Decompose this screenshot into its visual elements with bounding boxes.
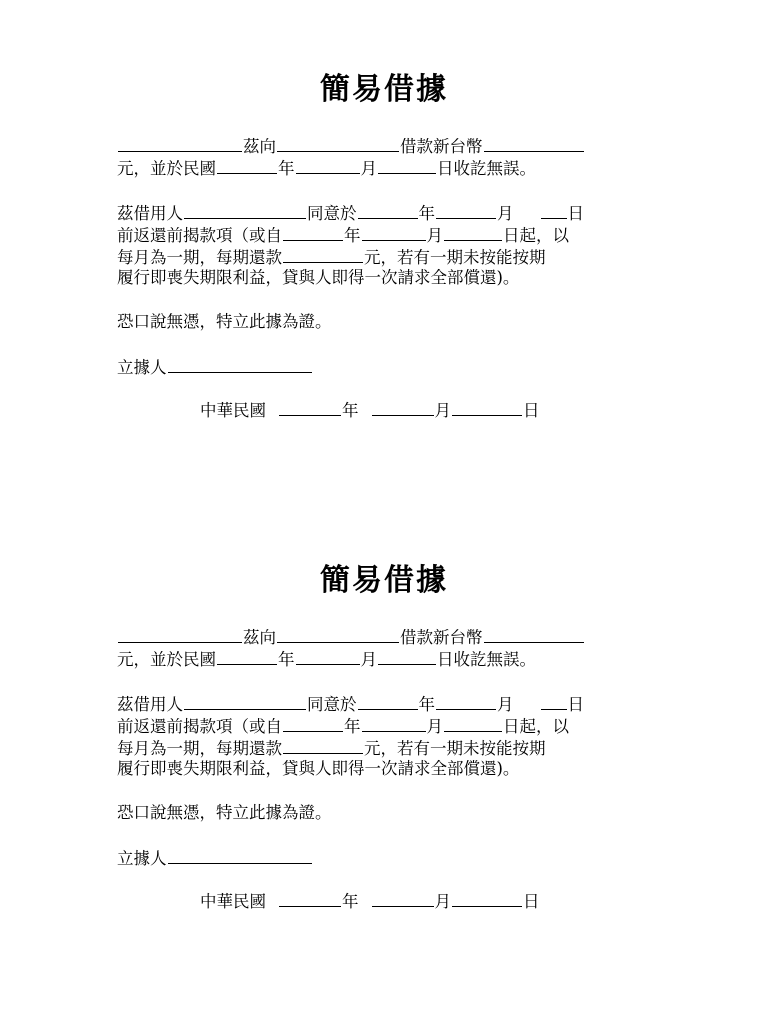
received-month-blank[interactable] xyxy=(296,156,360,174)
installment-month-blank[interactable] xyxy=(362,714,426,732)
text-nian: 年 xyxy=(342,401,359,420)
amount-blank[interactable] xyxy=(484,134,584,152)
text-zhonghua: 中華民國 xyxy=(200,401,266,420)
text-nian: 年 xyxy=(278,159,295,178)
text-jieyongren: 茲借用人 xyxy=(117,695,183,714)
text-qianfanhuan: 前返還前揭款項（或自 xyxy=(117,717,282,736)
received-year-blank[interactable] xyxy=(217,647,277,665)
text-nian: 年 xyxy=(278,650,295,669)
text-kongkou: 恐口說無憑，特立此據為證。 xyxy=(117,312,332,331)
installment-month-blank[interactable] xyxy=(362,223,426,241)
text-qianfanhuan: 前返還前揭款項（或自 xyxy=(117,226,282,245)
sign-day-blank[interactable] xyxy=(452,398,522,416)
lender-name-blank[interactable] xyxy=(277,625,399,643)
text-zixiang: 茲向 xyxy=(243,137,276,156)
line-repay-from xyxy=(117,223,569,247)
text-yue: 月 xyxy=(434,892,451,911)
text-yuan-bingyu: 元，並於民國 xyxy=(117,159,216,178)
text-yue: 月 xyxy=(426,717,443,736)
signer-blank[interactable] xyxy=(168,846,312,864)
received-year-blank[interactable] xyxy=(217,156,277,174)
text-yuan-bingyu: 元，並於民國 xyxy=(117,650,216,669)
text-ri: 日 xyxy=(567,695,584,714)
text-yue: 月 xyxy=(360,159,377,178)
installment-day-blank[interactable] xyxy=(444,714,502,732)
text-ri-shouqi: 日收訖無誤。 xyxy=(437,650,536,669)
text-jiekuan: 借款新台幣 xyxy=(400,137,483,156)
line-received-date xyxy=(117,156,536,180)
line-evidence xyxy=(117,311,332,333)
line-installment xyxy=(117,736,546,760)
text-meiyue: 每月為一期，每期還款 xyxy=(117,739,282,758)
text-riqi-yi: 日起，以 xyxy=(503,226,569,245)
text-yue: 月 xyxy=(497,695,514,714)
sign-year-blank[interactable] xyxy=(279,398,341,416)
loan-receipt-form-2 xyxy=(0,491,768,961)
text-nian: 年 xyxy=(344,717,361,736)
repay-month-blank[interactable] xyxy=(436,692,496,710)
line-default-clause xyxy=(117,267,519,289)
borrower-name-blank[interactable] xyxy=(118,625,242,643)
line-repay-from xyxy=(117,714,569,738)
lender-name-blank[interactable] xyxy=(277,134,399,152)
text-zixiang: 茲向 xyxy=(243,628,276,647)
text-yue: 月 xyxy=(426,226,443,245)
text-lijuren: 立據人 xyxy=(117,849,167,868)
text-nian: 年 xyxy=(342,892,359,911)
line-lender xyxy=(117,134,585,158)
repay-day-blank[interactable] xyxy=(541,201,567,219)
text-lvxing: 履行即喪失期限利益，貸與人即得一次請求全部償還)。 xyxy=(117,268,520,287)
installment-year-blank[interactable] xyxy=(283,223,343,241)
sign-month-blank[interactable] xyxy=(372,889,434,907)
text-tongyiyu: 同意於 xyxy=(307,204,357,223)
received-month-blank[interactable] xyxy=(296,647,360,665)
repay-year-blank[interactable] xyxy=(358,201,418,219)
text-lijuren: 立據人 xyxy=(117,358,167,377)
text-ri-shouqi: 日收訖無誤。 xyxy=(437,159,536,178)
repay-month-blank[interactable] xyxy=(436,201,496,219)
text-riqi-yi: 日起，以 xyxy=(503,717,569,736)
line-installment xyxy=(117,245,546,269)
line-borrower-agree xyxy=(117,201,584,225)
borrower-user-blank[interactable] xyxy=(184,692,306,710)
text-yue: 月 xyxy=(497,204,514,223)
sign-month-blank[interactable] xyxy=(372,398,434,416)
form-title: 簡易借據 xyxy=(320,563,448,598)
text-kongkou: 恐口說無憑，特立此據為證。 xyxy=(117,803,332,822)
text-lvxing: 履行即喪失期限利益，貸與人即得一次請求全部償還)。 xyxy=(117,759,520,778)
text-jiekuan: 借款新台幣 xyxy=(400,628,483,647)
text-meiyue: 每月為一期，每期還款 xyxy=(117,248,282,267)
text-nian: 年 xyxy=(344,226,361,245)
installment-day-blank[interactable] xyxy=(444,223,502,241)
text-ri: 日 xyxy=(523,892,540,911)
repay-day-blank[interactable] xyxy=(541,692,567,710)
borrower-name-blank[interactable] xyxy=(118,134,242,152)
text-yuan-ruoyou: 元，若有一期未按能按期 xyxy=(364,248,546,267)
installment-year-blank[interactable] xyxy=(283,714,343,732)
line-sign-date xyxy=(200,398,540,422)
line-signer xyxy=(117,355,313,379)
text-jieyongren: 茲借用人 xyxy=(117,204,183,223)
installment-amount-blank[interactable] xyxy=(283,245,363,263)
line-sign-date xyxy=(200,889,540,913)
text-nian: 年 xyxy=(418,695,435,714)
borrower-user-blank[interactable] xyxy=(184,201,306,219)
line-signer xyxy=(117,846,313,870)
text-ri: 日 xyxy=(523,401,540,420)
text-zhonghua: 中華民國 xyxy=(200,892,266,911)
line-borrower-agree xyxy=(117,692,584,716)
text-nian: 年 xyxy=(418,204,435,223)
text-ri: 日 xyxy=(567,204,584,223)
form-title: 簡易借據 xyxy=(320,72,448,107)
repay-year-blank[interactable] xyxy=(358,692,418,710)
received-day-blank[interactable] xyxy=(378,156,436,174)
signer-blank[interactable] xyxy=(168,355,312,373)
line-lender xyxy=(117,625,585,649)
text-yue: 月 xyxy=(360,650,377,669)
amount-blank[interactable] xyxy=(484,625,584,643)
line-received-date xyxy=(117,647,536,671)
installment-amount-blank[interactable] xyxy=(283,736,363,754)
sign-year-blank[interactable] xyxy=(279,889,341,907)
line-evidence xyxy=(117,802,332,824)
received-day-blank[interactable] xyxy=(378,647,436,665)
line-default-clause xyxy=(117,758,519,780)
sign-day-blank[interactable] xyxy=(452,889,522,907)
text-yue: 月 xyxy=(434,401,451,420)
text-tongyiyu: 同意於 xyxy=(307,695,357,714)
text-yuan-ruoyou: 元，若有一期未按能按期 xyxy=(364,739,546,758)
loan-receipt-form-1 xyxy=(0,0,768,470)
